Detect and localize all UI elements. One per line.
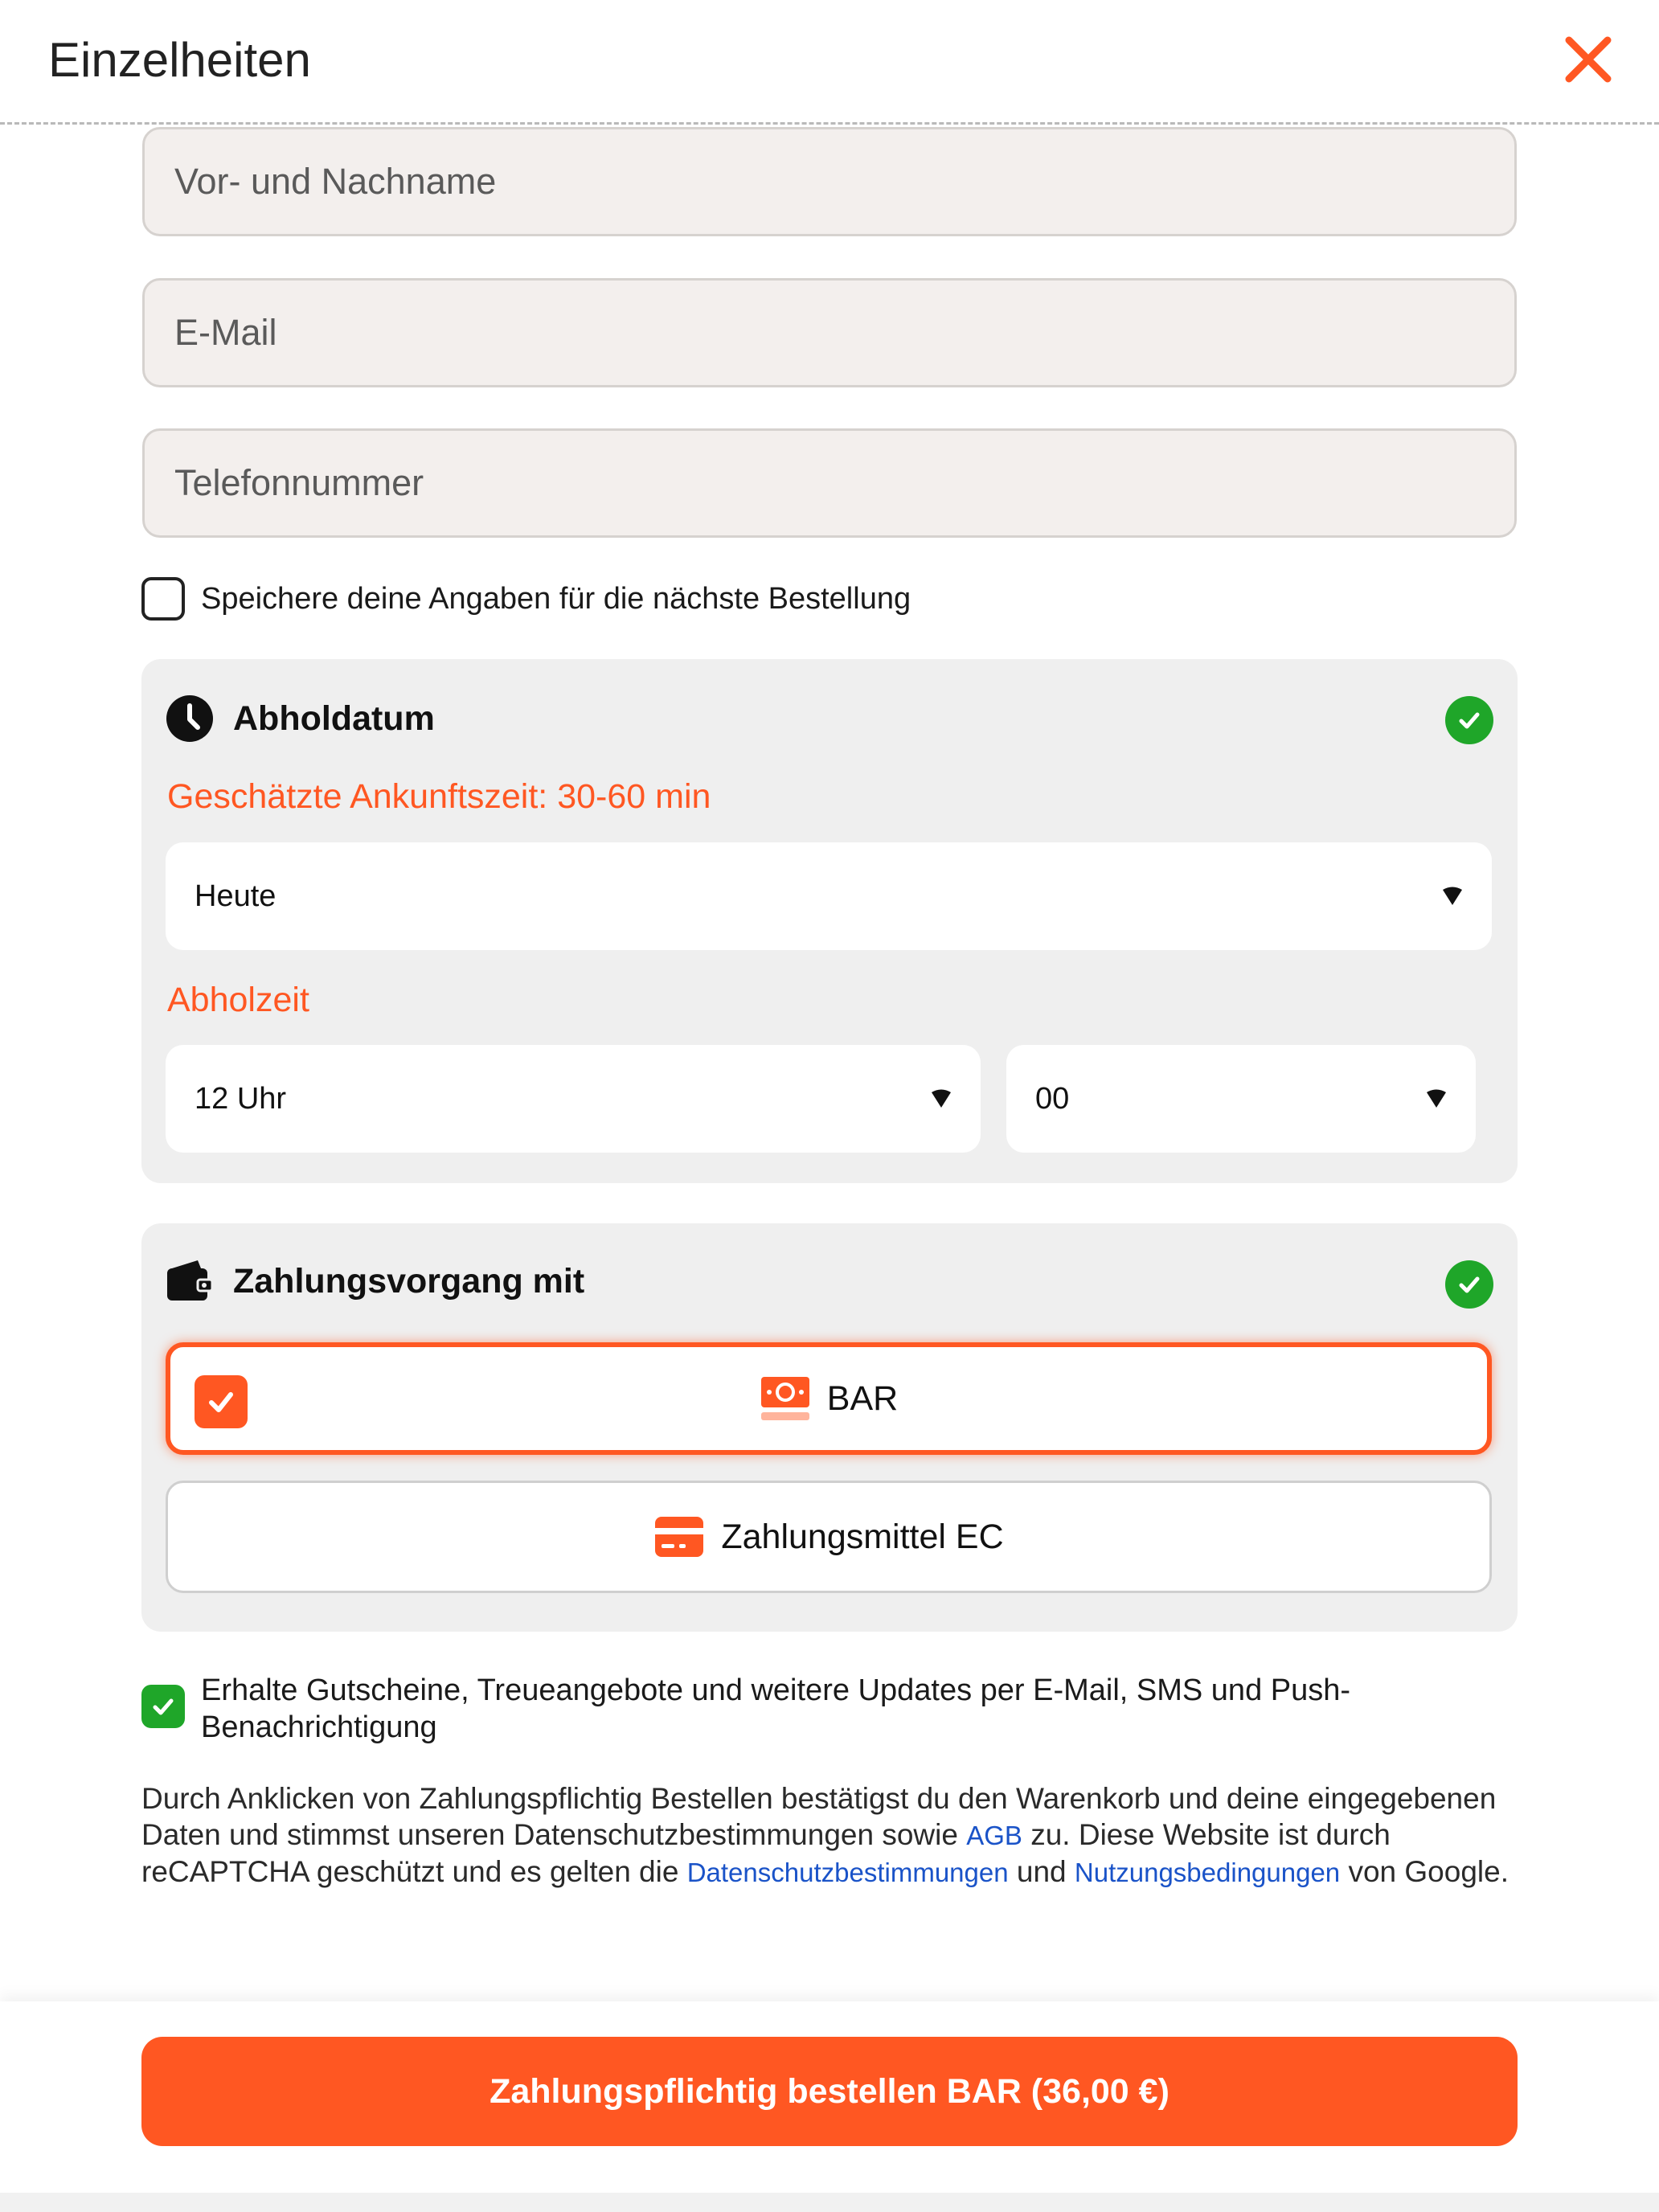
pickup-minute-value: 00	[1035, 1081, 1070, 1116]
credit-card-icon	[653, 1515, 705, 1559]
close-button[interactable]	[1559, 31, 1617, 88]
payment-panel-header	[166, 1259, 584, 1304]
check-icon	[150, 1694, 176, 1719]
save-details-label: Speichere deine Angaben für die nächste Bestellung	[201, 582, 911, 616]
pickup-panel	[141, 659, 1518, 1183]
bottom-divider	[0, 2193, 1659, 2212]
pickup-complete-badge	[1445, 696, 1493, 744]
legal-notice	[141, 1780, 1524, 1890]
arrival-estimate: Geschätzte Ankunftszeit: 30-60 min	[167, 777, 711, 816]
legal-text-4: von Google.	[1340, 1855, 1509, 1888]
pickup-title: Abholdatum	[233, 698, 435, 738]
payment-bar-label: BAR	[826, 1378, 899, 1418]
email-input[interactable]	[145, 281, 1514, 385]
check-icon	[205, 1386, 237, 1418]
phone-input[interactable]	[145, 431, 1514, 535]
pickup-date-select[interactable]	[166, 842, 1492, 950]
terms-link[interactable]: Nutzungsbedingungen	[1074, 1858, 1341, 1887]
place-order-button[interactable]: Zahlungspflichtig bestellen BAR (36,00 €)	[141, 2037, 1518, 2146]
payment-bar-checkbox[interactable]	[195, 1375, 248, 1428]
save-details-row	[141, 577, 911, 621]
email-field-wrapper	[142, 278, 1517, 387]
newsletter-row	[141, 1672, 1503, 1746]
payment-option-ec[interactable]	[166, 1481, 1492, 1593]
check-icon	[1456, 1271, 1483, 1298]
legal-text-2: zu. Diese Website ist durch reCAPTCHA geschützt und es gelten die	[141, 1818, 1391, 1888]
pickup-panel-header	[166, 694, 435, 743]
payment-complete-badge	[1445, 1260, 1493, 1309]
agb-link[interactable]: AGB	[966, 1821, 1022, 1850]
pickup-hour-select[interactable]	[166, 1045, 981, 1153]
phone-field-wrapper	[142, 428, 1517, 538]
legal-text-1: Durch Anklicken von Zahlungspflichtig Bestellen bestätigst du den Warenkorb und deine eingegebenen Daten und stimmst unseren Datenschutzbestimmungen sowie	[141, 1782, 1497, 1851]
payment-panel	[141, 1223, 1518, 1632]
caret-down-icon	[1440, 886, 1464, 907]
pickup-date-value: Heute	[195, 879, 276, 913]
caret-down-icon	[1424, 1088, 1448, 1109]
privacy-link[interactable]: Datenschutzbestimmungen	[686, 1858, 1009, 1887]
newsletter-checkbox[interactable]	[141, 1685, 185, 1728]
payment-option-bar[interactable]	[166, 1342, 1492, 1455]
pickup-time-label: Abholzeit	[167, 981, 309, 1019]
cash-icon	[760, 1375, 811, 1422]
name-field-wrapper	[142, 127, 1517, 236]
save-details-checkbox[interactable]	[141, 577, 185, 621]
close-icon	[1559, 31, 1617, 88]
pickup-hour-value: 12 Uhr	[195, 1081, 287, 1116]
pickup-minute-select[interactable]	[1006, 1045, 1476, 1153]
wallet-icon	[166, 1259, 214, 1304]
payment-ec-label: Zahlungsmittel EC	[721, 1517, 1004, 1556]
modal-header	[0, 0, 1659, 125]
name-input[interactable]	[145, 129, 1514, 234]
check-icon	[1456, 707, 1483, 734]
page-title: Einzelheiten	[48, 33, 311, 87]
legal-text-3: und	[1008, 1855, 1075, 1888]
clock-icon	[166, 694, 214, 743]
newsletter-label: Erhalte Gutscheine, Treueangebote und weitere Updates per E-Mail, SMS und Push-Benachrichtigung	[201, 1673, 1351, 1744]
caret-down-icon	[929, 1088, 953, 1109]
payment-title: Zahlungsvorgang mit	[233, 1261, 585, 1301]
